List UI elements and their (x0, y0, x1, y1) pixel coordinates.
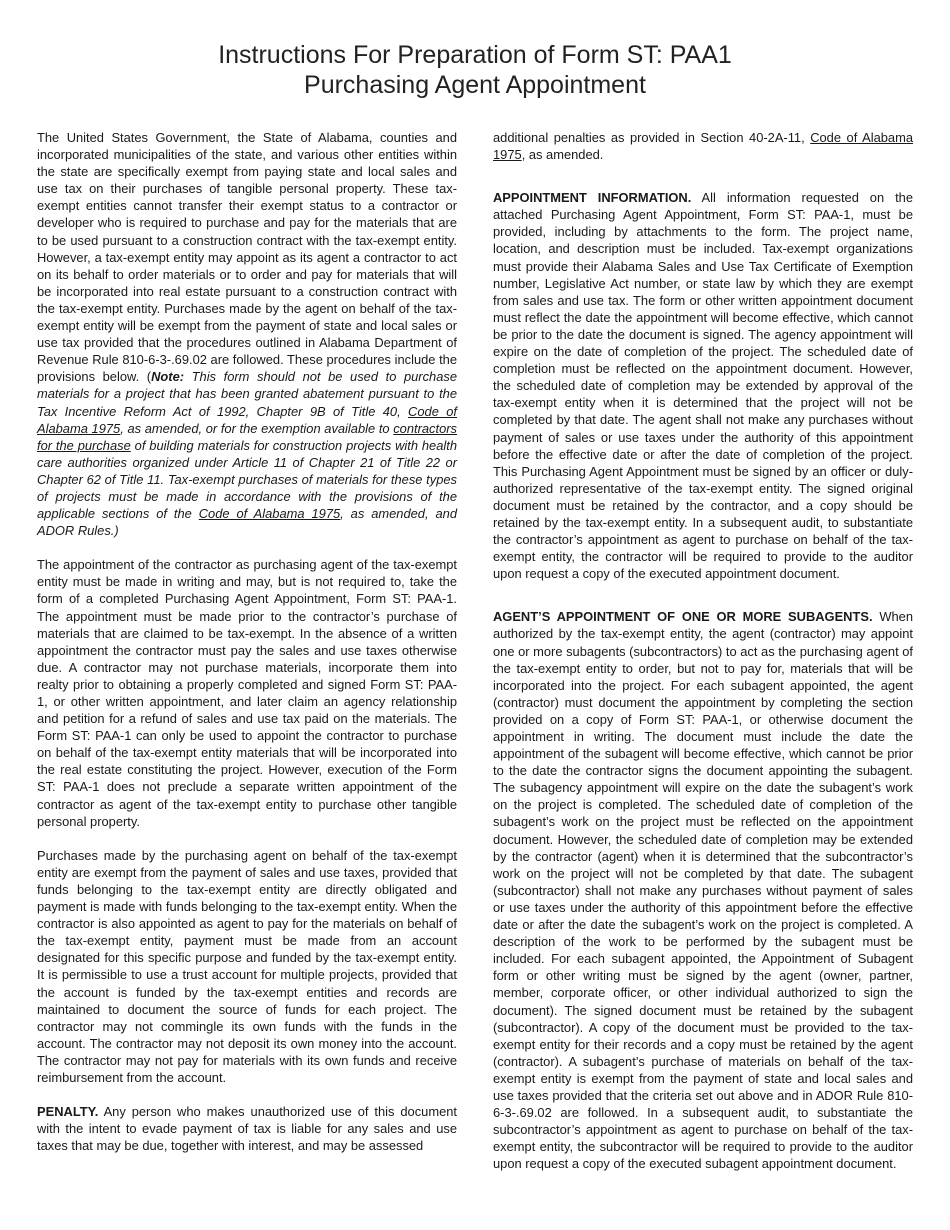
subagents-heading: AGENT’S APPOINTMENT OF ONE OR MORE SUBAGENTS. (493, 609, 873, 625)
penalty-text: Any person who makes unauthorized use of this document with the intent to evade payment of tax is liable for any sales and use taxes that may be due, together with interest, and may be assessed (37, 1104, 457, 1154)
penalty-cont-a: additional penalties as provided in Section 40-2A-11, (493, 130, 811, 145)
appointment-information-text: All information requested on the attached Purchasing Agent Appointment, Form ST: PAA-1, must be provided, including by attachments to the form. The project name, location, and description must be included. Tax-exempt organizations must provide their Alabama Sales and Use Tax Certificate of Exemption number, Legislative Act number, or state law by which they are exempt from sales and use tax. The form or other written appointment document must reflect the date the appointment will become effective, which cannot be prior to the date the document is signed. The agency appointment will expire on the date of completion of the project. The scheduled date of completion must be reflected on the appointment document. However, the scheduled date of completion may be extended by approval of the tax-exempt entity when it is determined that the project will not be completed by that date. The agent shall not make any purchases without payment of sales or use taxes under the authority of this appointment before the effective date or after the date of completion of the project. This Purchasing Agent Appointment must be signed by an officer or duly-authorized representative of the tax-exempt entity. The signed original document must be retained by the contractor, and a copy should be retained by the tax-exempt entity. In a subsequent audit, to substantiate the contractor’s appointment as agent to purchase on behalf of the tax-exempt entity, the contractor will be required to provide to the auditor upon request a copy of the executed appointment document. (493, 190, 913, 582)
code-citation: Code of Alabama 1975 (493, 130, 913, 163)
title-line-2: Purchasing Agent Appointment (304, 71, 646, 99)
penalty-cont-b: , as amended. (521, 147, 604, 163)
note-label: Note: (151, 369, 185, 385)
title-line-1: Instructions For Preparation of Form ST: PAA1 (218, 41, 732, 69)
appointment-requirements-paragraph: The appointment of the contractor as purchasing agent of the tax-exempt entity must be made in writing and may, but is not required to, take the form of a completed Purchasing Agent Appointment, Form ST: PAA-1. The appointment must be made prior to the contractor’s purchase of materials that are claimed to be tax-exempt. In the absence of a written appointment the contractor must pay the sales and use taxes otherwise due. A contractor may not purchase materials, incorporate them into realty prior to obtaining a properly completed and signed Form ST: PAA-1, or other written appointment, and later claim an agency relationship and petition for a refund of sales and use tax paid on the materials. The Form ST: PAA-1 can only be used to appoint the contractor to purchase on behalf of the tax-exempt entity materials that will be incorporated into the real estate constituting the project. However, execution of the Form ST: PAA-1 does not preclude a separate written appointment of the contractor as agent of the tax-exempt entity to purchase other tangible personal property. (37, 557, 457, 829)
note-text-d: , as amended, and ADOR Rules.) (37, 506, 457, 539)
penalty-heading: PENALTY. (37, 1104, 99, 1120)
code-citation: Code of Alabama 1975 (198, 506, 341, 522)
page-title (0, 40, 950, 100)
appointment-information-paragraph (493, 189, 913, 582)
right-column (493, 129, 913, 1172)
intro-paragraph (37, 129, 457, 539)
subagents-paragraph (493, 608, 913, 1172)
note-text-c: of building materials for construction projects with health care authorities organized under Article 11 of Chapter 21 of Title 22 or Chapter 62 of Title 11. Tax-exempt purchases of materials for these types of projects must be made in accordance with the provisions of the applicable sections of the (37, 437, 458, 522)
penalty-paragraph (37, 1103, 457, 1154)
subagents-text: When authorized by the tax-exempt entity, the agent (contractor) may appoint one or more subagents (subcontractors) to act as the purchasing agent of the tax-exempt entity to order, but not to pay for, materials that will be incorporated into the project. For each subagent appointed, the agent (contractor) must document the appointment by completing the section provided on a copy of Form ST: PAA-1, or otherwise document the appointment in writing. The document must include the date the appointment of the subagent will become effective, which cannot be prior to the date the contractor signs the document appointing the subagent. The subagency appointment will expire on the date the subagent’s work on the project is completed. The scheduled date of completion of the subagent’s work on the project must be reflected on the appointment document. However, the scheduled date of completion may be extended by the contractor (agent) when it is determined that the subcontractor’s work on the project will not be completed by that date. The subagent (subcontractor) shall not make any purchases without payment of sales or use taxes under the authority of this appointment before the effective date or after the date the subagent’s work on the project is completed. A description of the work to be performed by the subagent must be included. For each subagent appointed, the Appointment of Subagent form or other writing must be signed by the agent (owner, partner, member, corporate officer, or other individual authorized to sign the document). The signed document must be retained by the subagent (subcontractor). A copy of the document must be provided to the tax-exempt entity for their records and a copy must be retained by the agent (contractor). A subagent’s purchase of materials on behalf of the tax-exempt entity is exempt from the payment of state and local sales and use taxes provided that the criteria set out above and in ADOR Rule 810-6-3-.69.02 are followed. In a subsequent audit, to substantiate the subcontractor’s appointment as agent to purchase on behalf of the tax-exempt entity, the subcontractor will be required to provide to the auditor upon request a copy of the executed subagent appointment document. (493, 609, 913, 1172)
note-text-a: This form should not be used to purchase materials for a project that has been granted abatement pursuant to the Tax Incentive Reform Act of 1992, Chapter 9B of Title 40, (37, 369, 457, 419)
note-underlined-phrase: contractors for the purchase (37, 420, 457, 453)
penalty-continuation (493, 129, 913, 163)
intro-text: The United States Government, the State of Alabama, counties and incorporated municipalities of the state, and various other entities within the state are specifically exempt from paying state and local sales and use tax on their purchases of tangible personal property. These tax-exempt entities cannot transfer their exempt status to a contractor or developer who is required to purchase and pay for the materials that are to be used pursuant to a construction contract with the tax-exempt entity. However, a tax-exempt entity may appoint as its agent a contractor to act on its behalf to order materials or to order and pay for materials that will be incorporated into real estate pursuant to a construction contract with the tax-exempt entity. Purchases made by the agent on behalf of the tax-exempt entity will be exempt from the payment of state and local sales or use tax provided that the procedures outlined in Alabama Department of Revenue Rule 810-6-3-.69.02 are followed. These procedures include the provisions below. (37, 130, 457, 385)
left-column (37, 129, 457, 1154)
code-citation: Code of Alabama 1975 (37, 403, 457, 436)
note-text-b: , as amended, or for the exemption available to (120, 420, 394, 436)
purchases-paragraph: Purchases made by the purchasing agent on behalf of the tax-exempt entity are exempt from the payment of sales and use taxes, provided that funds belonging to the tax-exempt entity are directly obligated and payment is made with funds belonging to the tax-exempt entity. When the contractor is also appointed as agent to pay for the materials on behalf of the tax-exempt entity, payment must be made from an account designated for this specific purpose and funded by the tax-exempt entity. It is permissible to use a trust account for multiple projects, provided that the account is funded by the tax-exempt entities and records are maintained to document the source of funds for each project. The contractor may not commingle its own funds with the funds in the account. The contractor may not deposit its own money into the account. The contractor may not pay for materials with its own funds and receive reimbursement from the account. (37, 847, 457, 1085)
note-open: ( (146, 369, 152, 385)
appointment-information-heading: APPOINTMENT INFORMATION. (493, 190, 692, 206)
